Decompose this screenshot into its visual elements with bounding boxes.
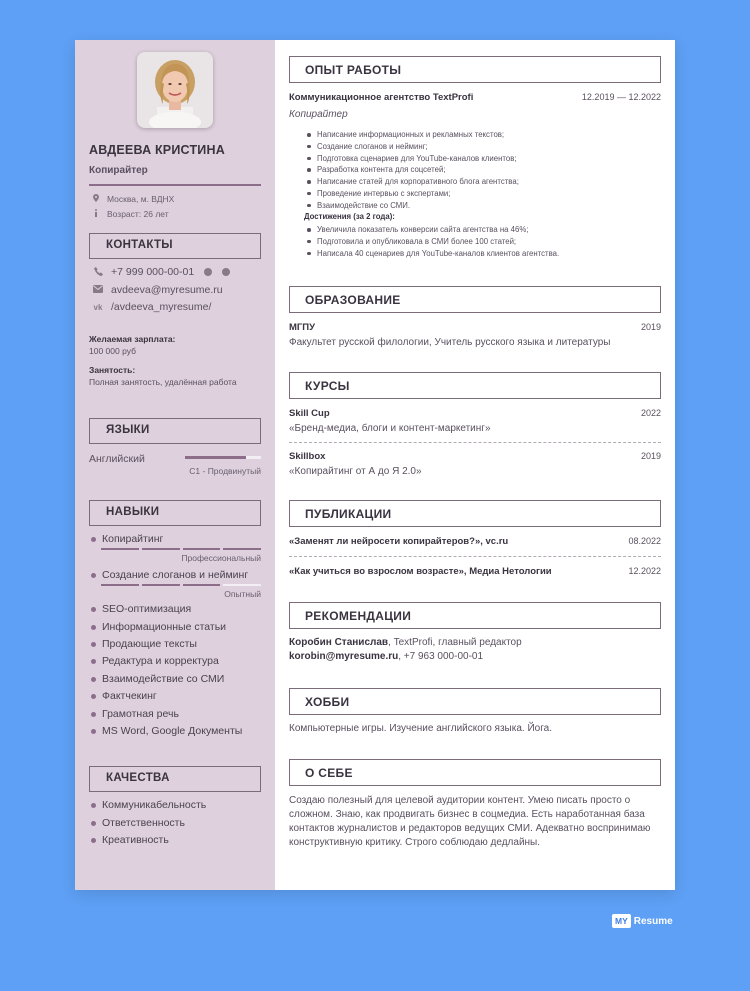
bullet-dot: [91, 607, 96, 612]
recommendation-line: [289, 636, 661, 650]
publications-heading: ПУБЛИКАЦИИ: [289, 500, 661, 527]
skill-level-bars: [101, 584, 261, 586]
courses-heading: КУРСЫ: [289, 372, 661, 399]
publication-date: 12.2022: [628, 566, 661, 576]
age-text: Возраст: 26 лет: [107, 209, 169, 219]
language-level-bar: [185, 456, 261, 459]
quality-name: Ответственность: [102, 817, 185, 829]
skill-level-segment: [142, 548, 180, 550]
course-year: 2022: [640, 408, 661, 418]
whatsapp-icon[interactable]: [204, 268, 212, 276]
publication-title[interactable]: «Заменят ли нейросети копирайтеров?», vc.ru: [289, 536, 509, 547]
hobby-heading: ХОББИ: [289, 688, 661, 715]
skill-name: Информационные статьи: [102, 621, 227, 633]
phone-icon: [93, 267, 103, 278]
location-pin-icon: [93, 194, 99, 204]
profile-photo: [137, 52, 213, 128]
bullet-dot: [91, 537, 96, 542]
skill-name: Редактура и корректура: [102, 655, 219, 667]
skills-heading: НАВЫКИ: [89, 500, 261, 526]
skill-name: MS Word, Google Документы: [102, 725, 243, 737]
divider: [89, 184, 261, 186]
achievement-item: Написала 40 сценариев для YouTube-каналов клиентов агентства.: [307, 248, 661, 260]
skill-level-segment: [101, 548, 139, 550]
skill-item: [89, 533, 163, 545]
bullet-dot: [91, 642, 96, 647]
quality-item: [89, 799, 206, 811]
skill-level-segment: [183, 584, 221, 586]
bullet-dot: [91, 677, 96, 682]
divider: [289, 442, 661, 443]
hobby-text: Компьютерные игры. Изучение английского языка. Йога.: [289, 723, 552, 734]
skill-item: [89, 690, 157, 702]
skill-level-segment: [223, 584, 261, 586]
email-row: [93, 284, 223, 296]
skill-level-bars: [101, 548, 261, 550]
phone-text[interactable]: +7 999 000-00-01: [111, 266, 195, 278]
school-name: МГПУ: [289, 322, 316, 333]
recommender-email[interactable]: korobin@myresume.ru: [289, 651, 399, 662]
course-school: Skill Cup: [289, 408, 330, 419]
course-name: «Бренд-медиа, блоги и контент-маркетинг»: [289, 423, 491, 434]
skill-item: [89, 603, 191, 615]
company-name: Коммуникационное агентство TextProfi: [289, 92, 474, 103]
achievements-label: Достижения (за 2 года):: [304, 212, 395, 221]
recommender-org: , TextProfi, главный редактор: [388, 637, 522, 648]
sidebar: [75, 40, 275, 890]
telegram-icon[interactable]: [222, 268, 230, 276]
course-row: [289, 408, 661, 419]
employment-label: Занятость:: [89, 365, 136, 375]
bullet-dot: [91, 821, 96, 826]
language-level-fill: [185, 456, 246, 459]
experience-heading: ОПЫТ РАБОТЫ: [289, 56, 661, 83]
skill-level-segment: [223, 548, 261, 550]
recommendation-contacts: [289, 650, 661, 664]
recommender-name: Коробин Станислав: [289, 637, 389, 648]
language-name: Английский: [89, 453, 145, 465]
skill-item: [89, 655, 219, 667]
skill-name: Создание слоганов и нейминг: [102, 569, 249, 581]
skill-level-segment: [101, 584, 139, 586]
skill-name: Взаимодействие со СМИ: [102, 673, 225, 685]
quality-name: Креативность: [102, 834, 169, 846]
duty-item: Взаимодействие со СМИ.: [307, 200, 661, 212]
vk-link[interactable]: /avdeeva_myresume/: [111, 301, 212, 313]
skill-name: Продающие тексты: [102, 638, 197, 650]
achievement-item: Увеличила показатель конверсии сайта агентства на 46%;: [307, 224, 661, 236]
quality-name: Коммуникабельность: [102, 799, 207, 811]
skill-level: Профессиональный: [181, 553, 261, 563]
bullet-dot: [91, 694, 96, 699]
job-position: Копирайтер: [289, 109, 348, 120]
experience-dates: 12.2019 — 12.2022: [581, 92, 661, 102]
skill-item: [89, 569, 248, 581]
recommendations-heading: РЕКОМЕНДАЦИИ: [289, 602, 661, 629]
bullet-dot: [91, 625, 96, 630]
phone-row: [93, 266, 230, 278]
vk-icon: vk: [93, 302, 103, 312]
qualities-heading: КАЧЕСТВА: [89, 766, 261, 792]
languages-heading: ЯЗЫКИ: [89, 418, 261, 444]
email-link[interactable]: avdeeva@myresume.ru: [111, 284, 223, 296]
employment-value: Полная занятость, удалённая работа: [89, 377, 237, 387]
skill-level-segment: [183, 548, 221, 550]
contacts-heading: КОНТАКТЫ: [89, 233, 261, 259]
duty-item: Подготовка сценариев для YouTube-каналов клиентов;: [307, 153, 661, 165]
age-row: [93, 209, 169, 219]
skill-item: [89, 673, 224, 685]
achievement-item: Подготовила и опубликовала в СМИ более 100 статей;: [307, 236, 661, 248]
duty-item: Разработка контента для соцсетей;: [307, 164, 661, 176]
skill-name: Фактчекинг: [102, 690, 157, 702]
bullet-dot: [91, 573, 96, 578]
experience-row: [289, 92, 661, 103]
course-year: 2019: [640, 451, 661, 461]
brand-my: MY: [612, 914, 631, 928]
bullet-dot: [91, 729, 96, 734]
education-heading: ОБРАЗОВАНИЕ: [289, 286, 661, 313]
brand-logo: [612, 914, 673, 928]
duty-item: Создание слоганов и нейминг;: [307, 141, 661, 153]
divider: [289, 556, 661, 557]
info-icon: [93, 209, 99, 219]
publication-row: [289, 566, 661, 577]
skill-item: [89, 621, 226, 633]
resume-sheet: [75, 40, 675, 890]
duties-list: [307, 129, 661, 212]
bullet-dot: [91, 712, 96, 717]
vk-row: [93, 301, 211, 313]
duty-item: Написание информационных и рекламных текстов;: [307, 129, 661, 141]
course-name: «Копирайтинг от А до Я 2.0»: [289, 466, 422, 477]
about-text: Создаю полезный для целевой аудитории контент. Умею писать просто о сложном. Знаю, как продвигать бизнес в соцмедиа. Есть наработанная база контактов журналистов и редакторов ведущих СМИ. Адекватно воспринимаю конструктивную критику. Строго соблюдаю дедлайны.: [289, 795, 651, 848]
education-row: [289, 322, 661, 333]
duty-item: Написание статей для корпоративного блога агентства;: [307, 176, 661, 188]
course-school: Skillbox: [289, 451, 326, 462]
skill-item: [89, 725, 242, 737]
achievements-list: [307, 224, 661, 259]
about-heading: О СЕБЕ: [289, 759, 661, 786]
publication-row: [289, 536, 661, 547]
brand-name: Resume: [633, 915, 673, 927]
skill-item: [89, 638, 197, 650]
person-name: АВДЕЕВА КРИСТИНА: [89, 143, 225, 157]
recommender-phone: , +7 963 000-00-01: [398, 651, 484, 662]
duty-item: Проведение интервью с экспертами;: [307, 188, 661, 200]
skill-item: [89, 708, 179, 720]
skill-name: SEO-оптимизация: [102, 603, 192, 615]
quality-item: [89, 834, 169, 846]
publication-title[interactable]: «Как учиться во взрослом возрасте», Медиа Нетологии: [289, 566, 552, 577]
language-level: C1 - Продвинутый: [189, 466, 261, 476]
skill-level: Опытный: [224, 589, 261, 599]
education-year: 2019: [640, 322, 661, 332]
course-row: [289, 451, 661, 462]
skill-level-segment: [142, 584, 180, 586]
quality-item: [89, 817, 185, 829]
skill-name: Грамотная речь: [102, 708, 179, 720]
location-row: [93, 194, 174, 204]
bullet-dot: [91, 803, 96, 808]
publication-date: 08.2022: [628, 536, 661, 546]
skill-name: Копирайтинг: [102, 533, 164, 545]
mail-icon: [93, 285, 103, 295]
education-details: Факультет русской филологии, Учитель русского языка и литературы: [289, 337, 611, 348]
bullet-dot: [91, 838, 96, 843]
person-role: Копирайтер: [89, 165, 148, 176]
location-text: Москва, м. ВДНХ: [107, 194, 175, 204]
salary-value: 100 000 руб: [89, 346, 136, 356]
bullet-dot: [91, 659, 96, 664]
salary-label: Желаемая зарплата:: [89, 334, 176, 344]
